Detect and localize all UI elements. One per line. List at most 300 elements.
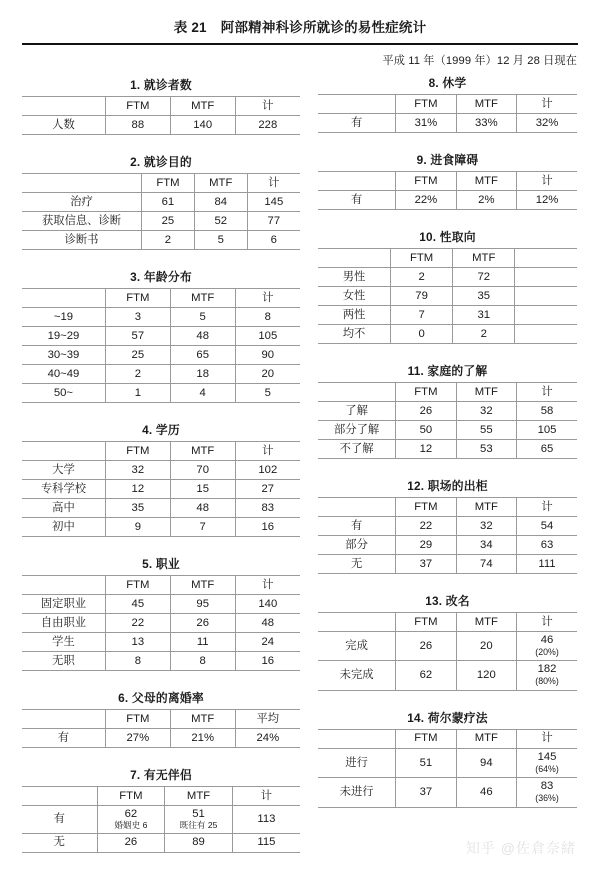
- table-caption: 14. 荷尔蒙疗法: [407, 710, 488, 725]
- col-header-blank: [22, 174, 142, 193]
- cell-total-value: 46: [540, 634, 554, 646]
- cell-ftm: 37: [396, 778, 456, 807]
- table-caption: 1. 就诊者数: [130, 78, 192, 92]
- table-caption: 11. 家庭的了解: [407, 364, 488, 378]
- table-row: [318, 114, 577, 133]
- date-note: 平成 11 年（1999 年）12 月 28 日现在: [382, 55, 577, 67]
- table-row: [318, 536, 577, 555]
- row-label: 部分了解: [318, 421, 396, 440]
- row-label: 有: [318, 517, 396, 536]
- table-caption: 3. 年龄分布: [130, 270, 192, 284]
- row-label: 高中: [22, 499, 105, 518]
- cell-total: [517, 748, 577, 777]
- row-label: 大学: [22, 461, 105, 480]
- table-block-12: [318, 476, 577, 574]
- cell-mtf: 5: [194, 231, 247, 250]
- col-header-total: 计: [517, 95, 577, 114]
- table-header-row: [22, 174, 300, 193]
- col-header-blank: [318, 383, 396, 402]
- cell-total: 24: [235, 633, 300, 652]
- cell-total: 83: [235, 499, 300, 518]
- table-row: [22, 327, 300, 346]
- watermark: 知乎 @佐倉奈緒: [465, 840, 576, 856]
- cell-mtf: 72: [453, 268, 515, 287]
- cell-total: 105: [517, 421, 577, 440]
- cell-ftm: 12: [396, 440, 456, 459]
- col-header-ftm: FTM: [396, 613, 456, 632]
- cell-total: 27: [235, 480, 300, 499]
- table-block-1: [22, 75, 300, 135]
- row-label: 有: [318, 114, 396, 133]
- cell-ftm-note: 婚姻史 6: [114, 819, 148, 830]
- cell-ftm: 26: [396, 402, 456, 421]
- col-header-total: 计: [517, 613, 577, 632]
- col-header-mtf: MTF: [170, 97, 235, 116]
- table-row: [22, 461, 300, 480]
- col-header-mtf: MTF: [194, 174, 247, 193]
- table-2: [22, 173, 300, 250]
- cell-total: 54: [517, 517, 577, 536]
- cell-total: 77: [247, 212, 300, 231]
- row-label: 均不: [318, 325, 391, 344]
- table-caption: 4. 学历: [142, 423, 180, 437]
- cell-ftm: 26: [97, 833, 165, 852]
- table-header-row: [22, 787, 300, 806]
- two-column-body: [0, 45, 600, 870]
- table-row: [22, 614, 300, 633]
- col-header-ftm: FTM: [105, 576, 170, 595]
- cell-ftm: 2: [391, 268, 453, 287]
- table-block-14: [318, 708, 577, 808]
- table-header-row: [318, 498, 577, 517]
- table-row: [22, 595, 300, 614]
- table-11: [318, 382, 577, 459]
- table-4: [22, 441, 300, 537]
- cell-mtf: 94: [456, 748, 516, 777]
- cell-ftm: 37: [396, 555, 456, 574]
- col-header-total: 计: [517, 172, 577, 191]
- row-label: 40~49: [22, 365, 105, 384]
- cell-total-value: 83: [540, 780, 554, 793]
- cell-ftm: 2: [142, 231, 195, 250]
- table-block-3: [22, 267, 300, 403]
- cell-ftm: 12: [105, 480, 170, 499]
- cell-mtf: 48: [170, 327, 235, 346]
- table-header-row: [318, 383, 577, 402]
- table-row: [22, 480, 300, 499]
- col-header-total: 计: [517, 383, 577, 402]
- cell-ftm: 8: [105, 652, 170, 671]
- table-row: [318, 325, 577, 344]
- table-caption: 2. 就诊目的: [130, 155, 192, 169]
- cell-total: 140: [235, 595, 300, 614]
- table-block-11: [318, 361, 577, 459]
- cell-total: 113: [232, 806, 300, 834]
- cell-mtf: 55: [456, 421, 516, 440]
- table-row: [318, 748, 577, 777]
- table-block-2: [22, 152, 300, 250]
- row-label: 诊断书: [22, 231, 142, 250]
- row-label: 无: [318, 555, 396, 574]
- row-label: 无职: [22, 652, 105, 671]
- cell-ftm: 22: [105, 614, 170, 633]
- table-caption: 8. 休学: [428, 76, 467, 90]
- cell-total-percent: (64%): [535, 763, 559, 774]
- col-header-mtf: MTF: [170, 289, 235, 308]
- table-row: [22, 231, 300, 250]
- cell-mtf: 11: [170, 633, 235, 652]
- table-row: [318, 191, 577, 210]
- table-row: [318, 402, 577, 421]
- cell-total: 90: [235, 346, 300, 365]
- col-header-empty: [515, 249, 577, 268]
- table-row: [318, 268, 577, 287]
- row-label: 有: [22, 806, 97, 834]
- table-block-13: [318, 591, 577, 691]
- col-header-ftm: FTM: [391, 249, 453, 268]
- row-label: 男性: [318, 268, 391, 287]
- table-row: [22, 499, 300, 518]
- table-row: [318, 421, 577, 440]
- cell-mtf: 52: [194, 212, 247, 231]
- table-row: [318, 287, 577, 306]
- table-row: [318, 632, 577, 661]
- cell-mtf: 70: [170, 461, 235, 480]
- right-column: [300, 45, 600, 870]
- cell-ftm: 25: [142, 212, 195, 231]
- row-label: 未进行: [318, 778, 396, 807]
- row-label: ~19: [22, 308, 105, 327]
- row-label: 30~39: [22, 346, 105, 365]
- col-header-blank: [318, 249, 391, 268]
- cell-mtf: 7: [170, 518, 235, 537]
- table-caption: 10. 性取向: [419, 230, 476, 244]
- table-row: [22, 346, 300, 365]
- cell-mtf: 74: [456, 555, 516, 574]
- row-label: 固定职业: [22, 595, 105, 614]
- row-label: 女性: [318, 287, 391, 306]
- cell-ftm: [97, 806, 165, 834]
- cell-mtf-value: 51: [192, 808, 205, 820]
- table-header-row: [22, 576, 300, 595]
- col-header-blank: [318, 729, 396, 748]
- cell-mtf: 8: [170, 652, 235, 671]
- page-title: [0, 0, 600, 43]
- table-row: [22, 365, 300, 384]
- cell-mtf: 140: [170, 116, 235, 135]
- col-header-ftm: FTM: [396, 172, 456, 191]
- table-caption: 9. 进食障碍: [416, 153, 479, 167]
- cell-total: 48: [235, 614, 300, 633]
- cell-total-percent: (80%): [535, 676, 559, 687]
- row-label: 人数: [22, 116, 105, 135]
- cell-total: 12%: [517, 191, 577, 210]
- col-header-blank: [22, 442, 105, 461]
- cell-mtf: 31: [453, 306, 515, 325]
- table-row: [318, 661, 577, 690]
- cell-mtf: 32: [456, 517, 516, 536]
- row-label: 了解: [318, 402, 396, 421]
- row-label: 19~29: [22, 327, 105, 346]
- cell-ftm: 32: [105, 461, 170, 480]
- table-3: [22, 288, 300, 403]
- col-header-mtf: MTF: [456, 729, 516, 748]
- col-header-mtf: MTF: [170, 576, 235, 595]
- col-header-mtf: MTF: [456, 613, 516, 632]
- table-row: [22, 652, 300, 671]
- cell-total: 58: [517, 402, 577, 421]
- cell-ftm: 0: [391, 325, 453, 344]
- col-header-average: 平均: [235, 710, 300, 729]
- cell-mtf: 53: [456, 440, 516, 459]
- cell-total: 20: [235, 365, 300, 384]
- cell-total: [517, 778, 577, 807]
- col-header-blank: [22, 787, 97, 806]
- cell-total: 6: [247, 231, 300, 250]
- table-row: [22, 518, 300, 537]
- table-row: [22, 384, 300, 403]
- cell-mtf-note: 既往有 25: [179, 819, 218, 830]
- table-header-row: [318, 613, 577, 632]
- cell-ftm: 27%: [105, 729, 170, 748]
- table-row: [22, 116, 300, 135]
- left-column-spacer: [22, 45, 300, 75]
- table-block-6: [22, 688, 300, 748]
- cell-total: 16: [235, 518, 300, 537]
- col-header-total: 计: [235, 576, 300, 595]
- cell-total: 63: [517, 536, 577, 555]
- cell-mtf: 18: [170, 365, 235, 384]
- cell-mtf: 2: [453, 325, 515, 344]
- table-block-5: [22, 554, 300, 671]
- table-row: [22, 833, 300, 852]
- table-1: [22, 96, 300, 135]
- table-7: [22, 786, 300, 853]
- cell-ftm: 26: [396, 632, 456, 661]
- title-text: 阿部精神科诊所就诊的易性症统计: [220, 20, 427, 35]
- col-header-ftm: FTM: [105, 97, 170, 116]
- cell-empty: [515, 306, 577, 325]
- row-label: 进行: [318, 748, 396, 777]
- cell-mtf: 120: [456, 661, 516, 690]
- row-label: 无: [22, 833, 97, 852]
- row-label: 学生: [22, 633, 105, 652]
- cell-total: 145: [247, 193, 300, 212]
- cell-ftm: 79: [391, 287, 453, 306]
- table-caption: 5. 职业: [142, 557, 180, 571]
- table-caption: 6. 父母的离婚率: [118, 691, 204, 705]
- cell-mtf: 35: [453, 287, 515, 306]
- table-10: [318, 248, 577, 344]
- cell-mtf: 46: [456, 778, 516, 807]
- table-header-row: [22, 97, 300, 116]
- row-label: 未完成: [318, 661, 396, 690]
- cell-ftm: 29: [396, 536, 456, 555]
- cell-mtf: 34: [456, 536, 516, 555]
- row-label: 治疗: [22, 193, 142, 212]
- cell-ftm: 22%: [396, 191, 456, 210]
- cell-ftm: 13: [105, 633, 170, 652]
- cell-ftm: 7: [391, 306, 453, 325]
- col-header-ftm: FTM: [105, 710, 170, 729]
- cell-ftm: 1: [105, 384, 170, 403]
- col-header-mtf: MTF: [170, 710, 235, 729]
- cell-ftm: 45: [105, 595, 170, 614]
- col-header-blank: [318, 95, 396, 114]
- cell-total: 65: [517, 440, 577, 459]
- table-6: [22, 709, 300, 748]
- cell-mtf: 95: [170, 595, 235, 614]
- cell-ftm: 9: [105, 518, 170, 537]
- cell-total-percent: (36%): [535, 793, 559, 804]
- row-label: 完成: [318, 632, 396, 661]
- row-label: 不了解: [318, 440, 396, 459]
- table-caption: 13. 改名: [425, 594, 470, 608]
- col-header-ftm: FTM: [97, 787, 165, 806]
- cell-mtf: 20: [456, 632, 516, 661]
- cell-empty: [515, 268, 577, 287]
- cell-mtf: [165, 806, 233, 834]
- cell-ftm: 50: [396, 421, 456, 440]
- cell-total: 105: [235, 327, 300, 346]
- table-8: [318, 94, 577, 133]
- col-header-ftm: FTM: [396, 729, 456, 748]
- col-header-blank: [318, 613, 396, 632]
- table-12: [318, 497, 577, 574]
- row-label: 有: [318, 191, 396, 210]
- col-header-blank: [22, 576, 105, 595]
- table-13: [318, 612, 577, 691]
- cell-mtf: 48: [170, 499, 235, 518]
- table-9: [318, 171, 577, 210]
- col-header-ftm: FTM: [105, 289, 170, 308]
- table-row: [22, 212, 300, 231]
- col-header-mtf: MTF: [453, 249, 515, 268]
- table-row: [22, 308, 300, 327]
- table-row: [318, 778, 577, 807]
- col-header-total: 计: [232, 787, 300, 806]
- row-label: 50~: [22, 384, 105, 403]
- table-5: [22, 575, 300, 671]
- col-header-blank: [318, 172, 396, 191]
- col-header-total: 计: [235, 442, 300, 461]
- cell-ftm: 62: [396, 661, 456, 690]
- cell-ftm: 25: [105, 346, 170, 365]
- cell-ftm: 31%: [396, 114, 456, 133]
- table-block-9: [318, 150, 577, 210]
- cell-total: 8: [235, 308, 300, 327]
- cell-total: [517, 661, 577, 690]
- table-caption: 12. 职场的出柜: [407, 479, 488, 493]
- table-row: [318, 555, 577, 574]
- col-header-blank: [22, 710, 105, 729]
- cell-total: 32%: [517, 114, 577, 133]
- col-header-total: 计: [517, 729, 577, 748]
- cell-mtf: 2%: [456, 191, 516, 210]
- col-header-mtf: MTF: [456, 172, 516, 191]
- col-header-total: 计: [235, 97, 300, 116]
- row-label: 两性: [318, 306, 391, 325]
- cell-mtf: 89: [165, 833, 233, 852]
- col-header-mtf: MTF: [165, 787, 233, 806]
- table-row: [318, 306, 577, 325]
- cell-total: [517, 632, 577, 661]
- cell-ftm: 61: [142, 193, 195, 212]
- col-header-total: 计: [247, 174, 300, 193]
- table-header-row: [318, 729, 577, 748]
- col-header-blank: [318, 498, 396, 517]
- cell-total: 102: [235, 461, 300, 480]
- col-header-mtf: MTF: [456, 498, 516, 517]
- cell-mtf: 5: [170, 308, 235, 327]
- table-header-row: [22, 710, 300, 729]
- cell-mtf: 32: [456, 402, 516, 421]
- table-row: [22, 729, 300, 748]
- col-header-total: 计: [235, 289, 300, 308]
- cell-total-percent: (20%): [535, 646, 559, 657]
- row-label: 专科学校: [22, 480, 105, 499]
- cell-mtf: 65: [170, 346, 235, 365]
- col-header-blank: [22, 289, 105, 308]
- cell-total: 115: [232, 833, 300, 852]
- col-header-ftm: FTM: [105, 442, 170, 461]
- row-label: 部分: [318, 536, 396, 555]
- cell-ftm: 3: [105, 308, 170, 327]
- cell-mtf: 15: [170, 480, 235, 499]
- cell-ftm: 51: [396, 748, 456, 777]
- cell-total: 16: [235, 652, 300, 671]
- cell-total: 5: [235, 384, 300, 403]
- col-header-ftm: FTM: [396, 95, 456, 114]
- cell-ftm: 57: [105, 327, 170, 346]
- cell-total: 111: [517, 555, 577, 574]
- col-header-ftm: FTM: [142, 174, 195, 193]
- table-caption: 7. 有无伴侣: [130, 768, 192, 782]
- table-header-row: [318, 95, 577, 114]
- cell-ftm-value: 62: [124, 808, 138, 820]
- cell-ftm: 88: [105, 116, 170, 135]
- cell-mtf: 84: [194, 193, 247, 212]
- col-header-total: 计: [517, 498, 577, 517]
- cell-ftm: 35: [105, 499, 170, 518]
- cell-empty: [515, 287, 577, 306]
- table-header-row: [318, 249, 577, 268]
- cell-total: 228: [235, 116, 300, 135]
- col-header-ftm: FTM: [396, 383, 456, 402]
- row-label: 有: [22, 729, 105, 748]
- cell-ftm: 22: [396, 517, 456, 536]
- table-header-row: [22, 289, 300, 308]
- table-row: [22, 193, 300, 212]
- table-row: [318, 440, 577, 459]
- col-header-mtf: MTF: [456, 383, 516, 402]
- cell-mtf: 26: [170, 614, 235, 633]
- row-label: 获取信息、诊断: [22, 212, 142, 231]
- col-header-mtf: MTF: [170, 442, 235, 461]
- table-header-row: [318, 172, 577, 191]
- cell-total-value: 182: [537, 663, 557, 676]
- cell-average: 24%: [235, 729, 300, 748]
- table-block-7: [22, 765, 300, 853]
- cell-mtf: 21%: [170, 729, 235, 748]
- table-number: 表 21: [173, 20, 207, 35]
- row-label: 自由职业: [22, 614, 105, 633]
- table-block-10: [318, 227, 577, 344]
- cell-mtf: 4: [170, 384, 235, 403]
- table-row: [318, 517, 577, 536]
- cell-ftm: 2: [105, 365, 170, 384]
- left-column: [0, 45, 300, 870]
